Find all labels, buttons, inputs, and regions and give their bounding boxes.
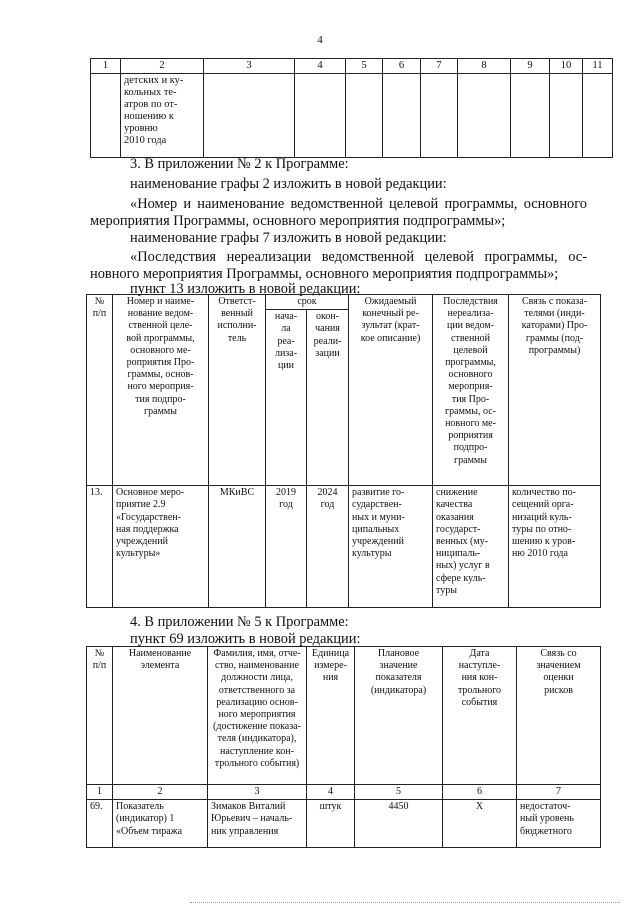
table-row — [87, 800, 601, 848]
table3-r-person: Зимаков Виталий Юрьевич – началь- ник управления — [208, 800, 307, 848]
cell — [346, 74, 383, 158]
table3-h-no: № п/п — [87, 647, 113, 785]
table2-h-resp: Ответст- венный исполни- тель — [209, 295, 266, 486]
cell — [295, 74, 346, 158]
table1-h5: 5 — [346, 59, 383, 74]
cell — [458, 74, 511, 158]
cell — [421, 74, 458, 158]
table1-h8: 8 — [458, 59, 511, 74]
table3-h-risk: Связь со значением оценки рисков — [517, 647, 601, 785]
table2-r-name: Основное меро- приятие 2.9 «Государствен- ная поддержка учреждений культуры» — [113, 486, 209, 608]
table2-h-no: № п/п — [87, 295, 113, 486]
table2-r-end: 2024 год — [307, 486, 349, 608]
table3-n4: 4 — [307, 785, 355, 800]
table3-header-row — [87, 647, 601, 785]
cell — [583, 74, 613, 158]
paragraph-3-quote2-line1: «Последствия нереализации ведомственной целевой программы, ос- — [130, 249, 587, 265]
paragraph-3-item13: пункт 13 изложить в новой редакции: — [130, 281, 361, 297]
cell — [383, 74, 421, 158]
table1-h7: 7 — [421, 59, 458, 74]
table-item-69 — [86, 646, 601, 848]
table1-h11: 11 — [583, 59, 613, 74]
table1-h1: 1 — [91, 59, 121, 74]
table3-r-plan: 4450 — [355, 800, 443, 848]
table1-h3: 3 — [204, 59, 295, 74]
table2-h-end: окон- чания реали- зации — [307, 310, 349, 486]
table1-h2: 2 — [121, 59, 204, 74]
page-number: 4 — [317, 34, 323, 46]
table1-h4: 4 — [295, 59, 346, 74]
table3-n7: 7 — [517, 785, 601, 800]
paragraph-3-quote1-line1: «Номер и наименование ведомственной целевой программы, основного — [130, 196, 587, 212]
paragraph-4-title: 4. В приложении № 5 к Программе: — [130, 614, 349, 630]
table3-r-unit: штук — [307, 800, 355, 848]
cell — [511, 74, 550, 158]
table2-h-name: Номер и наиме- нование ведом- ственной целе- вой программы, основного ме- роприятия Про- граммы, основ- ного мероприя- тия подпро- граммы — [113, 295, 209, 486]
cell — [204, 74, 295, 158]
table2-h-srok: срок — [266, 295, 349, 310]
paragraph-4-item69: пункт 69 изложить в новой редакции: — [130, 631, 361, 647]
table3-h-plan: Плановое значение показателя (индикатора) — [355, 647, 443, 785]
table2-h-link: Связь с показа- телями (инди- каторами) Про- граммы (под- программы) — [509, 295, 601, 486]
scan-edge-line — [190, 902, 620, 903]
table3-number-row — [87, 785, 601, 800]
table2-h-consequences: Последствия нереализа- ции ведом- ственной целевой программы, основного мероприя- тия Про- граммы, ос- новного ме- роприятия подпро- граммы — [433, 295, 509, 486]
paragraph-3-title: 3. В приложении № 2 к Программе: — [130, 156, 349, 172]
table3-r-element: Показатель (индикатор) 1 «Объем тиража — [113, 800, 208, 848]
table2-r-resp: МКиВС — [209, 486, 266, 608]
paragraph-3-graph7: наименование графы 7 изложить в новой редакции: — [130, 230, 447, 246]
table2-r-no: 13. — [87, 486, 113, 608]
table1-cell-col2: детских и ку- кольных те- атров по от- ношению к уровню 2010 года — [121, 74, 204, 158]
table3-n2: 2 — [113, 785, 208, 800]
table2-header-row — [87, 295, 601, 310]
table-item-13 — [86, 294, 601, 608]
table1-header-row — [91, 59, 613, 74]
table1-h10: 10 — [550, 59, 583, 74]
paragraph-3-quote1-line2: мероприятия Программы, основного мероприятия подпрограммы»; — [90, 213, 506, 229]
table3-r-no: 69. — [87, 800, 113, 848]
table2-r-consequences: снижение качества оказания государст- венных (му- ниципаль- ных) услуг в сфере куль- туры — [433, 486, 509, 608]
paragraph-3-quote2-line2: новного мероприятия Программы, основного мероприятия подпрограммы»; — [90, 266, 559, 282]
table3-h-unit: Единица измере- ния — [307, 647, 355, 785]
table3-n5: 5 — [355, 785, 443, 800]
table-continuation — [90, 58, 613, 158]
table2-h-result: Ожидаемый конечный ре- зультат (крат- кое описание) — [349, 295, 433, 486]
table-row — [91, 74, 613, 158]
table3-n3: 3 — [208, 785, 307, 800]
table-row — [87, 486, 601, 608]
paragraph-3-graph2: наименование графы 2 изложить в новой редакции: — [130, 176, 447, 192]
cell — [91, 74, 121, 158]
table3-h-element: Наименование элемента — [113, 647, 208, 785]
table1-h9: 9 — [511, 59, 550, 74]
table3-n6: 6 — [443, 785, 517, 800]
table3-h-person: Фамилия, имя, отче- ство, наименование должности лица, ответственного за реализацию основ- ного мероприятия (достижение показа- теля (индикатора), наступление кон- трольного события) — [208, 647, 307, 785]
table2-r-start: 2019 год — [266, 486, 307, 608]
table3-r-risk: недостаточ- ный уровень бюджетного — [517, 800, 601, 848]
table2-r-result: развитие го- сударствен- ных и муни- ципальных учреждений культуры — [349, 486, 433, 608]
table3-n1: 1 — [87, 785, 113, 800]
table1-h6: 6 — [383, 59, 421, 74]
table2-r-link: количество по- сещений орга- низаций куль- туры по отно- шению к уров- ню 2010 года — [509, 486, 601, 608]
cell — [550, 74, 583, 158]
table2-h-start: нача- ла реа- лиза- ции — [266, 310, 307, 486]
table3-h-date: Дата наступле- ния кон- трольного события — [443, 647, 517, 785]
table3-r-date: Х — [443, 800, 517, 848]
